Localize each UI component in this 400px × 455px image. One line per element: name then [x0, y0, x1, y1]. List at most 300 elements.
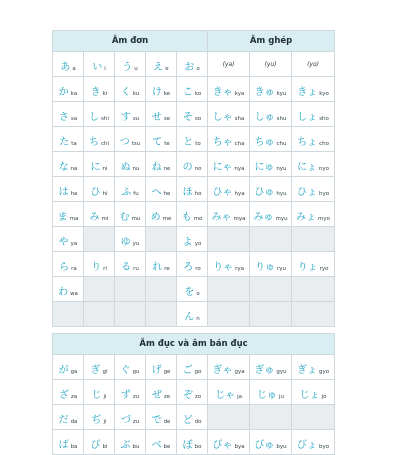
romaji: to: [195, 140, 201, 147]
kana-cell: [115, 252, 146, 277]
romaji: gu: [132, 368, 140, 375]
romaji: mo: [193, 215, 203, 222]
table-row: [53, 127, 335, 152]
romaji: bo: [194, 443, 202, 450]
romaji: sa: [70, 115, 78, 122]
kana-char: た: [59, 136, 70, 148]
empty-cell: [115, 277, 146, 302]
kana-cell: [177, 202, 208, 227]
kana-cell: [84, 152, 115, 177]
kana-table: [52, 30, 335, 455]
kana-char: ご: [182, 364, 193, 376]
romaji: hi: [102, 190, 108, 197]
romaji: rya: [235, 265, 244, 272]
kana-char: びゅ: [254, 439, 275, 451]
kana-char: め: [150, 211, 161, 223]
table-row: [53, 202, 335, 227]
kana-char: げ: [151, 364, 162, 376]
kana-cell: [208, 430, 250, 455]
romaji: ma: [69, 215, 79, 222]
kana-cell: [146, 380, 177, 405]
kana-char: じゃ: [215, 389, 236, 401]
romaji: so: [194, 115, 202, 122]
romaji: hya: [234, 190, 245, 197]
kana-cell: [84, 102, 115, 127]
empty-cell: [146, 302, 177, 327]
romaji: hyu: [276, 190, 287, 197]
kana-char: な: [58, 161, 69, 173]
kana-cell: [292, 430, 335, 455]
table-row: [53, 77, 335, 102]
kana-char: り: [91, 261, 102, 273]
romaji: ja: [237, 393, 242, 400]
romaji: chu: [276, 140, 287, 147]
empty-cell: [250, 227, 292, 252]
kana-cell: [115, 202, 146, 227]
romaji: byo: [318, 443, 330, 450]
kana-char: み: [89, 211, 100, 223]
kana-cell: [177, 380, 208, 405]
kana-cell: [146, 152, 177, 177]
kana-char: わ: [58, 286, 69, 298]
kana-cell: [177, 252, 208, 277]
subheader-row: [53, 52, 335, 77]
romaji: shi: [101, 115, 109, 122]
kana-cell: [292, 127, 335, 152]
romaji: nyu: [276, 165, 287, 172]
romaji: mu: [131, 215, 141, 222]
romaji: bi: [102, 443, 108, 450]
table-row: [53, 355, 335, 380]
kana-char: の: [182, 161, 193, 173]
kana-char: ゆ: [120, 236, 131, 248]
empty-cell: [292, 405, 335, 430]
romaji: da: [70, 418, 78, 425]
romaji: ki: [102, 90, 108, 97]
kana-cell: [292, 202, 335, 227]
kana-char: にょ: [297, 161, 317, 173]
kana-cell: [177, 102, 208, 127]
romaji: kya: [234, 90, 245, 97]
romaji: bu: [132, 443, 140, 450]
table-row: [53, 380, 335, 405]
romaji: yo: [194, 240, 202, 247]
romaji: ra: [71, 265, 77, 272]
kana-char: し: [89, 111, 100, 123]
kana-cell: [208, 355, 250, 380]
kana-char: や: [58, 236, 69, 248]
romaji: bya: [234, 443, 245, 450]
kana-cell: [115, 52, 146, 77]
kana-cell: [250, 252, 292, 277]
romaji: nya: [234, 165, 245, 172]
romaji: na: [70, 165, 78, 172]
empty-cell: [208, 227, 250, 252]
empty-cell: [250, 277, 292, 302]
kana-cell: [53, 77, 84, 102]
table-row: [53, 177, 335, 202]
kana-char: じ: [91, 389, 102, 401]
kana-cell: [292, 152, 335, 177]
romaji: o: [196, 290, 200, 297]
romaji: su: [132, 115, 140, 122]
romaji: ko: [194, 90, 202, 97]
romaji: ryo: [319, 265, 329, 272]
kana-char: け: [151, 86, 162, 98]
kana-cell: [146, 202, 177, 227]
kana-char: ぶ: [120, 439, 131, 451]
spacer: [53, 327, 335, 334]
kana-cell: [208, 77, 250, 102]
kana-cell: [84, 177, 115, 202]
kana-cell: [53, 52, 84, 77]
romaji: jo: [321, 393, 327, 400]
kana-char: よ: [182, 236, 193, 248]
kana-cell: [177, 405, 208, 430]
kana-cell: [53, 202, 84, 227]
kana-char: こ: [182, 86, 193, 98]
romaji: ji: [103, 393, 107, 400]
kana-char: りゃ: [213, 261, 234, 273]
kana-char: ちゃ: [212, 136, 233, 148]
table-row: [53, 102, 335, 127]
kana-cell: [250, 127, 292, 152]
kana-cell: [115, 102, 146, 127]
kana-char: せ: [151, 111, 162, 123]
kana-char: う: [122, 61, 133, 73]
kana-cell: [208, 102, 250, 127]
romaji: ga: [70, 368, 78, 375]
romaji: o: [196, 65, 200, 72]
kana-cell: [84, 77, 115, 102]
romaji: do: [194, 418, 202, 425]
kana-cell: [250, 102, 292, 127]
kana-cell: [292, 380, 335, 405]
ghep-subheader: (yu): [250, 52, 292, 77]
kana-char: ひょ: [296, 186, 317, 198]
kana-char: つ: [119, 136, 130, 148]
kana-char: みゅ: [253, 211, 274, 223]
kana-char: びょ: [296, 439, 317, 451]
header-row: [53, 31, 335, 52]
romaji: tsu: [131, 140, 141, 147]
kana-char: りょ: [297, 261, 318, 273]
romaji: de: [163, 418, 171, 425]
kana-cell: [292, 102, 335, 127]
kana-char: ら: [59, 261, 70, 273]
romaji: kyu: [276, 90, 287, 97]
kana-char: きょ: [297, 86, 318, 98]
kana-char: ば: [58, 439, 69, 451]
kana-char: ん: [184, 311, 195, 323]
kana-cell: [115, 405, 146, 430]
kana-char: みょ: [296, 211, 317, 223]
kana-char: か: [58, 86, 69, 98]
kana-char: さ: [58, 111, 69, 123]
kana-cell: [84, 405, 115, 430]
kana-cell: [146, 177, 177, 202]
romaji: kyo: [319, 90, 329, 97]
romaji: ya: [70, 240, 78, 247]
ghep-subheader: (yo): [292, 52, 335, 77]
kana-cell: [53, 252, 84, 277]
romaji: n: [196, 315, 200, 322]
kana-cell: [208, 177, 250, 202]
kana-char: ぐ: [120, 364, 131, 376]
kana-cell: [177, 177, 208, 202]
table-row: [53, 227, 335, 252]
romaji: myo: [318, 215, 331, 222]
kana-cell: [177, 302, 208, 327]
romaji: myu: [275, 215, 288, 222]
kana-char: を: [184, 286, 195, 298]
kana-cell: [177, 430, 208, 455]
kana-cell: [177, 277, 208, 302]
empty-cell: [208, 302, 250, 327]
kana-char: ず: [120, 389, 131, 401]
kana-char: ぜ: [151, 389, 162, 401]
empty-cell: [84, 227, 115, 252]
empty-cell: [146, 227, 177, 252]
empty-cell: [292, 227, 335, 252]
kana-char: きゃ: [212, 86, 233, 98]
kana-cell: [84, 52, 115, 77]
ghep-subheader: (ya): [208, 52, 250, 77]
romaji: gyu: [276, 368, 287, 375]
kana-char: く: [120, 86, 131, 98]
romaji: hyo: [318, 190, 330, 197]
romaji: ba: [70, 443, 78, 450]
kana-cell: [177, 355, 208, 380]
romaji: ji: [103, 418, 107, 425]
kana-char: ろ: [183, 261, 194, 273]
kana-cell: [115, 355, 146, 380]
kana-char: す: [120, 111, 131, 123]
kana-cell: [208, 380, 250, 405]
kana-cell: [177, 227, 208, 252]
am-ghep-header: Âm ghép: [208, 31, 335, 52]
header-row: [53, 334, 335, 355]
empty-cell: [250, 302, 292, 327]
kana-cell: [115, 227, 146, 252]
kana-cell: [250, 177, 292, 202]
romaji: cha: [234, 140, 245, 147]
kana-cell: [146, 102, 177, 127]
kana-char: ぞ: [182, 389, 193, 401]
kana-char: え: [153, 61, 164, 73]
kana-cell: [146, 252, 177, 277]
romaji: cho: [319, 140, 329, 147]
romaji: sha: [234, 115, 245, 122]
kana-char: る: [121, 261, 132, 273]
romaji: mya: [233, 215, 246, 222]
kana-cell: [208, 127, 250, 152]
kana-char: りゅ: [255, 261, 276, 273]
romaji: be: [163, 443, 171, 450]
kana-char: ほ: [182, 186, 193, 198]
romaji: za: [70, 393, 78, 400]
romaji: mi: [101, 215, 109, 222]
kana-char: しゃ: [212, 111, 233, 123]
kana-char: お: [184, 61, 195, 73]
spacer-row: [53, 327, 335, 334]
kana-char: あ: [60, 61, 71, 73]
empty-cell: [115, 302, 146, 327]
romaji: byu: [276, 443, 287, 450]
empty-cell: [292, 302, 335, 327]
kana-char: へ: [151, 186, 162, 198]
romaji: ta: [71, 140, 77, 147]
romaji: ku: [132, 90, 140, 97]
kana-char: ぎょ: [296, 364, 317, 376]
romaji: ni: [102, 165, 108, 172]
kana-cell: [53, 177, 84, 202]
kana-char: び: [90, 439, 101, 451]
romaji: ju: [279, 393, 285, 400]
romaji: he: [163, 190, 171, 197]
kana-char: ぎ: [90, 364, 101, 376]
kana-char: そ: [182, 111, 193, 123]
romaji: nu: [132, 165, 140, 172]
kana-cell: [53, 430, 84, 455]
kana-char: ち: [88, 136, 99, 148]
kana-cell: [208, 252, 250, 277]
kana-cell: [115, 177, 146, 202]
kana-cell: [115, 152, 146, 177]
romaji: gya: [234, 368, 245, 375]
romaji: ri: [103, 265, 107, 272]
kana-cell: [84, 380, 115, 405]
romaji: ho: [194, 190, 202, 197]
romaji: chi: [100, 140, 110, 147]
table-row: [53, 302, 335, 327]
kana-cell: [84, 355, 115, 380]
empty-cell: [84, 302, 115, 327]
kana-char: じゅ: [257, 389, 278, 401]
kana-cell: [53, 127, 84, 152]
kana-chart: [52, 30, 334, 455]
empty-cell: [208, 405, 250, 430]
kana-char: ぬ: [120, 161, 131, 173]
kana-char: も: [181, 211, 192, 223]
romaji: a: [72, 65, 76, 72]
kana-char: ちょ: [297, 136, 318, 148]
kana-char: れ: [152, 261, 163, 273]
kana-char: は: [58, 186, 69, 198]
kana-cell: [115, 127, 146, 152]
kana-cell: [84, 202, 115, 227]
kana-char: べ: [151, 439, 162, 451]
kana-cell: [250, 380, 292, 405]
kana-char: て: [152, 136, 163, 148]
kana-cell: [146, 430, 177, 455]
table-row: [53, 252, 335, 277]
kana-char: い: [92, 61, 103, 73]
kana-char: ど: [182, 414, 193, 426]
kana-cell: [115, 380, 146, 405]
romaji: e: [165, 65, 169, 72]
kana-char: ね: [151, 161, 162, 173]
kana-cell: [115, 430, 146, 455]
kana-table-body: [53, 31, 335, 455]
romaji: ne: [163, 165, 171, 172]
kana-cell: [292, 355, 335, 380]
kana-cell: [250, 152, 292, 177]
empty-cell: [250, 405, 292, 430]
empty-cell: [53, 302, 84, 327]
kana-char: にゃ: [212, 161, 233, 173]
kana-char: ちゅ: [254, 136, 275, 148]
romaji: ke: [163, 90, 171, 97]
kana-cell: [146, 77, 177, 102]
kana-char: にゅ: [254, 161, 275, 173]
romaji: zu: [132, 393, 140, 400]
kana-char: ざ: [58, 389, 69, 401]
romaji: ge: [163, 368, 171, 375]
romaji: me: [162, 215, 172, 222]
kana-char: で: [151, 414, 162, 426]
romaji: u: [134, 65, 138, 72]
romaji: se: [163, 115, 171, 122]
kana-cell: [53, 405, 84, 430]
romaji: shu: [276, 115, 287, 122]
kana-cell: [292, 177, 335, 202]
am-don-header: Âm đơn: [53, 31, 208, 52]
kana-cell: [53, 380, 84, 405]
kana-cell: [177, 127, 208, 152]
kana-cell: [250, 202, 292, 227]
table-row: [53, 430, 335, 455]
kana-char: ひゃ: [212, 186, 233, 198]
kana-char: だ: [58, 414, 69, 426]
kana-char: ま: [57, 211, 68, 223]
kana-char: びゃ: [212, 439, 233, 451]
romaji: ze: [163, 393, 171, 400]
kana-char: ぎゃ: [212, 364, 233, 376]
romaji: ro: [195, 265, 201, 272]
kana-cell: [53, 102, 84, 127]
kana-cell: [53, 277, 84, 302]
romaji: sho: [319, 115, 329, 122]
romaji: te: [164, 140, 170, 147]
kana-cell: [250, 430, 292, 455]
kana-char: ぼ: [182, 439, 193, 451]
kana-cell: [146, 127, 177, 152]
kana-char: き: [90, 86, 101, 98]
kana-char: と: [183, 136, 194, 148]
kana-char: ぎゅ: [254, 364, 275, 376]
romaji: gyo: [318, 368, 330, 375]
empty-cell: [208, 277, 250, 302]
romaji: fu: [133, 190, 139, 197]
romaji: ha: [70, 190, 78, 197]
romaji: gi: [102, 368, 108, 375]
table-row: [53, 405, 335, 430]
romaji: go: [194, 368, 202, 375]
romaji: re: [164, 265, 170, 272]
kana-cell: [177, 77, 208, 102]
romaji: zo: [194, 393, 202, 400]
kana-char: しゅ: [254, 111, 275, 123]
kana-cell: [53, 152, 84, 177]
kana-cell: [146, 355, 177, 380]
kana-cell: [53, 227, 84, 252]
kana-char: じょ: [299, 389, 320, 401]
kana-char: が: [58, 364, 69, 376]
romaji: zu: [132, 418, 140, 425]
kana-cell: [53, 355, 84, 380]
kana-char: ふ: [121, 186, 132, 198]
